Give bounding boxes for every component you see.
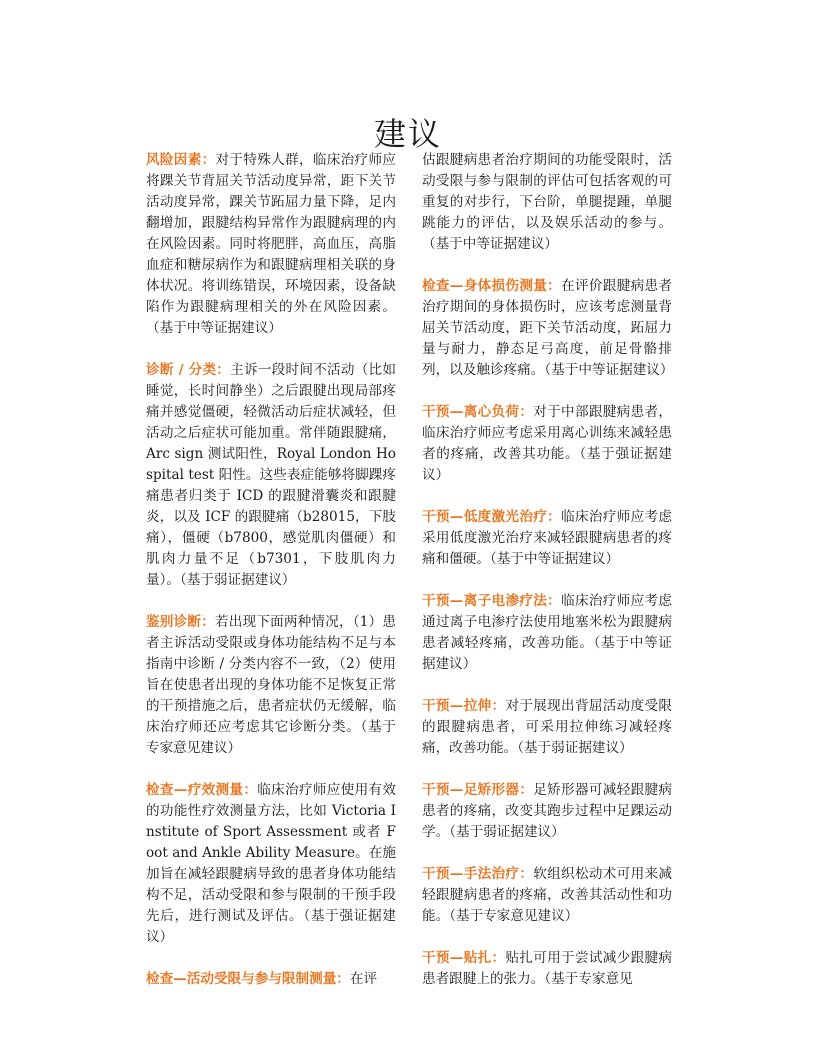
recommendation-heading: 鉴别诊断： [146,614,215,630]
recommendation-text: 对于展现出背屈活动度受限的跟腱病患者，可采用拉伸练习减轻疼痛，改善功能。（基于弱证据建议） [422,698,672,756]
recommendation-text: 临床治疗师应考虑通过离子电渗疗法使用地塞米松为跟腱病患者减轻疼痛，改善功能。（基于中等证据建议） [422,593,672,672]
recommendation-paragraph [146,612,396,759]
recommendation-heading: 干预—离心负荷： [422,404,534,420]
recommendation-text: 估跟腱病患者治疗期间的功能受限时，活动受限与参与限制的评估可包括客观的可重复的对步行，下台阶，单腿提踵，单腿跳能力的评估，以及娱乐活动的参与。（基于中等证据建议） [422,152,672,252]
recommendation-text: 临床治疗师应考虑采用低度激光治疗来减轻跟腱病患者的疼痛和僵硬。（基于中等证据建议） [422,509,672,567]
recommendation-heading: 诊断 / 分类： [146,362,231,378]
recommendation-heading: 干预—离子电渗疗法： [422,593,562,609]
recommendation-paragraph [422,402,672,486]
recommendation-text: 足矫形器可减轻跟腱病患者的疼痛，改变其跑步过程中足踝运动学。（基于弱证据建议） [422,782,672,840]
recommendation-paragraph [146,969,396,990]
recommendation-paragraph [422,696,672,759]
recommendation-text: 软组织松动术可用来减轻跟腱病患者的疼痛，改善其活动性和功能。（基于专家意见建议） [422,866,672,924]
recommendation-text: 主诉一段时间不活动（比如睡觉，长时间静坐）之后跟腱出现局部疼痛并感觉僵硬，轻微活动后症状减轻，但活动之后症状可能加重。常伴随跟腱痛，Arc sign 测试阳性，Royal London Hospital test 阳性。这些表症能够将脚踝疼痛患者归类于 ICD 的跟腱滑囊炎和跟腱炎，以及 ICF 的跟腱痛（b28015，下肢痛），僵硬（b7800，感觉肌肉僵硬）和肌肉力量不足（b7301，下肢肌肉力量）。（基于弱证据建议） [146,362,396,588]
recommendation-heading: 检查—疗效测量： [146,782,258,798]
recommendation-paragraph [422,591,672,675]
recommendation-paragraph [422,864,672,927]
recommendation-heading: 检查—身体损伤测量： [422,278,562,294]
recommendation-text: 若出现下面两种情况，（1）患者主诉活动受限或身体功能结构不足与本指南中诊断 / 分类内容不一致，（2）使用旨在使患者出现的身体功能不足恢复正常的干预措施之后，患者症状仍无缓解，临床治疗师还应考虑其它诊断分类。（基于专家意见建议） [146,614,396,756]
recommendation-paragraph [146,150,396,339]
recommendation-text: 对于中部跟腱病患者，临床治疗师应考虑采用离心训练来减轻患者的疼痛，改善其功能。（基于强证据建议） [422,404,672,483]
recommendation-heading: 风险因素： [146,152,216,168]
recommendation-paragraph [422,780,672,843]
recommendation-text: 在评 [349,971,378,987]
recommendation-text: 贴扎可用于尝试减少跟腱病患者跟腱上的张力。（基于专家意见 [422,950,672,987]
recommendation-heading: 干预—拉伸： [422,698,506,714]
recommendation-paragraph [422,276,672,381]
recommendation-text: 在评价跟腱病患者治疗期间的身体损伤时，应该考虑测量背屈关节活动度，距下关节活动度，跖屈力量与耐力，静态足弓高度，前足骨骼排列，以及触诊疼痛。（基于中等证据建议） [422,278,674,378]
recommendation-heading: 检查—活动受限与参与限制测量： [146,971,350,987]
recommendation-paragraph [146,780,396,948]
right-column [422,150,672,1011]
recommendation-paragraph [146,360,396,591]
recommendation-text: 对于特殊人群，临床治疗师应将踝关节背屈关节活动度异常，距下关节活动度异常，踝关节跖屈力量下降，足内翻增加，跟腱结构异常作为跟腱病理的内在风险因素。同时将肥胖，高血压，高脂血症和糖尿病作为和跟腱病理相关联的身体状况。将训练错误，环境因素，设备缺陷作为跟腱病理相关的外在风险因素。（基于中等证据建议） [146,152,396,336]
recommendation-paragraph [422,948,672,990]
recommendation-heading: 干预—手法治疗： [422,866,534,882]
recommendation-heading: 干预—足矫形器： [422,782,534,798]
page-title: 建议 [373,115,442,154]
left-column [146,150,396,1011]
recommendation-text: 临床治疗师应使用有效的功能性疗效测量方法，比如 Victoria Institute of Sport Assessment 或者 Foot and Ankle Ability Measure。在施加旨在减轻跟腱病导致的患者身体功能结构不足，活动受限和参与限制的干预手段先后，进行测试及评估。（基于强证据建议） [146,782,396,945]
recommendation-heading: 干预—贴扎： [422,950,506,966]
recommendation-paragraph [422,507,672,570]
recommendation-paragraph-continued [422,150,672,255]
recommendation-heading: 干预—低度激光治疗： [422,509,562,525]
